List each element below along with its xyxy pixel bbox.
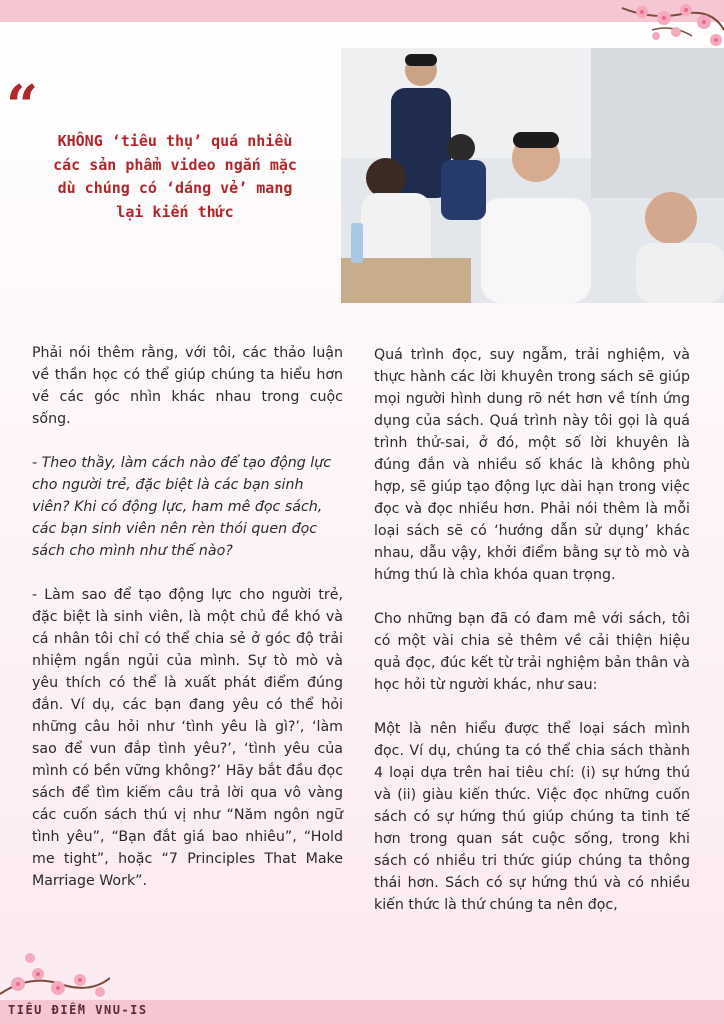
paragraph: Phải nói thêm rằng, với tôi, các thảo luận về thần học có thể giúp chúng ta hiểu hơn về các góc nhìn khác nhau trong cuộc sống. <box>32 345 343 427</box>
pull-quote: KHÔNG ‘tiêu thụ’ quá nhiều các sản phẩm video ngắn mặc dù chúng có ‘dáng vẻ’ mang lại kiến thức <box>53 132 297 221</box>
cherry-blossom-bottom-icon <box>0 944 110 1002</box>
seminar-photo <box>341 48 724 303</box>
quote-mark: “ <box>6 73 39 139</box>
footer-title: TIÊU ĐIỂM VNU-IS <box>8 1003 148 1017</box>
interview-question: - Theo thầy, làm cách nào để tạo động lực cho người trẻ, đặc biệt là các bạn sinh viên? Khi có động lực, ham mê đọc sách, các bạn sinh viên nên rèn thói quen đọc sách cho mình như thế nào? <box>32 455 332 559</box>
paragraph: - Làm sao để tạo động lực cho người trẻ, đặc biệt là sinh viên, là một chủ đề khó và cá nhân tôi chỉ có thể chia sẻ ở góc độ trải nhiệm ngắn ngủi của mình. Sự tò mò và yêu thích có thể là xuất phát điểm đúng đắn. Ví dụ, các bạn đang yêu có thể hỏi những câu hỏi như ‘tình yêu là gì?’, ‘làm sao để vun đắp tình yêu?’, ‘tình yêu của mình có bền vững không?’ Hãy bắt đầu đọc sách để tìm kiếm câu trả lời qua vô vàng các cuốn sách thú vị như “Năm ngôn ngữ tình yêu”, “Bạn đắt giá bao nhiêu”, “Hold me tight”, hoặc “7 Principles That Make Marriage Work”. <box>32 587 343 889</box>
cherry-blossom-top-icon <box>612 0 724 48</box>
paragraph: Cho những bạn đã có đam mê với sách, tôi có một vài chia sẻ thêm về cải thiện hiệu quả đọc, đúc kết từ trải nghiệm bản thân và học hỏi từ người khác, như sau: <box>374 611 690 693</box>
paragraph: Một là nên hiểu được thể loại sách mình đọc. Ví dụ, chúng ta có thể chia sách thành 4 loại dựa trên hai tiêu chí: (i) sự hứng thú và (ii) giàu kiến thức. Việc đọc những cuốn sách có sự hứng thú giúp chúng ta tinh tế hơn trong quan sát cuộc sống, trong khi sách có nhiều tri thức giúp chúng ta thông thái hơn. Sách có sự hứng thú và có nhiều kiến thức là thứ chúng ta nên đọc, <box>374 721 690 913</box>
right-column <box>374 344 690 938</box>
left-column <box>32 342 343 914</box>
paragraph: Quá trình đọc, suy ngẫm, trải nghiệm, và thực hành các lời khuyên trong sách sẽ giúp mọi người hình dung rõ nét hơn về tính ứng dụng của sách. Quá trình này tôi gọi là quá trình thử-sai, ở đó, một số lời khuyên là đúng đắn và nhiều số khác là không phù hợp, sẽ giúp tạo động lực dài hạn trong việc đọc và đọc nhiều hơn. Phải nói thêm là mỗi loại sách sẽ có ‘hướng dẫn sử dụng’ khác nhau, dẫu vậy, khởi điểm bằng sự tò mò và hứng thú là chìa khóa quan trọng. <box>374 347 690 583</box>
